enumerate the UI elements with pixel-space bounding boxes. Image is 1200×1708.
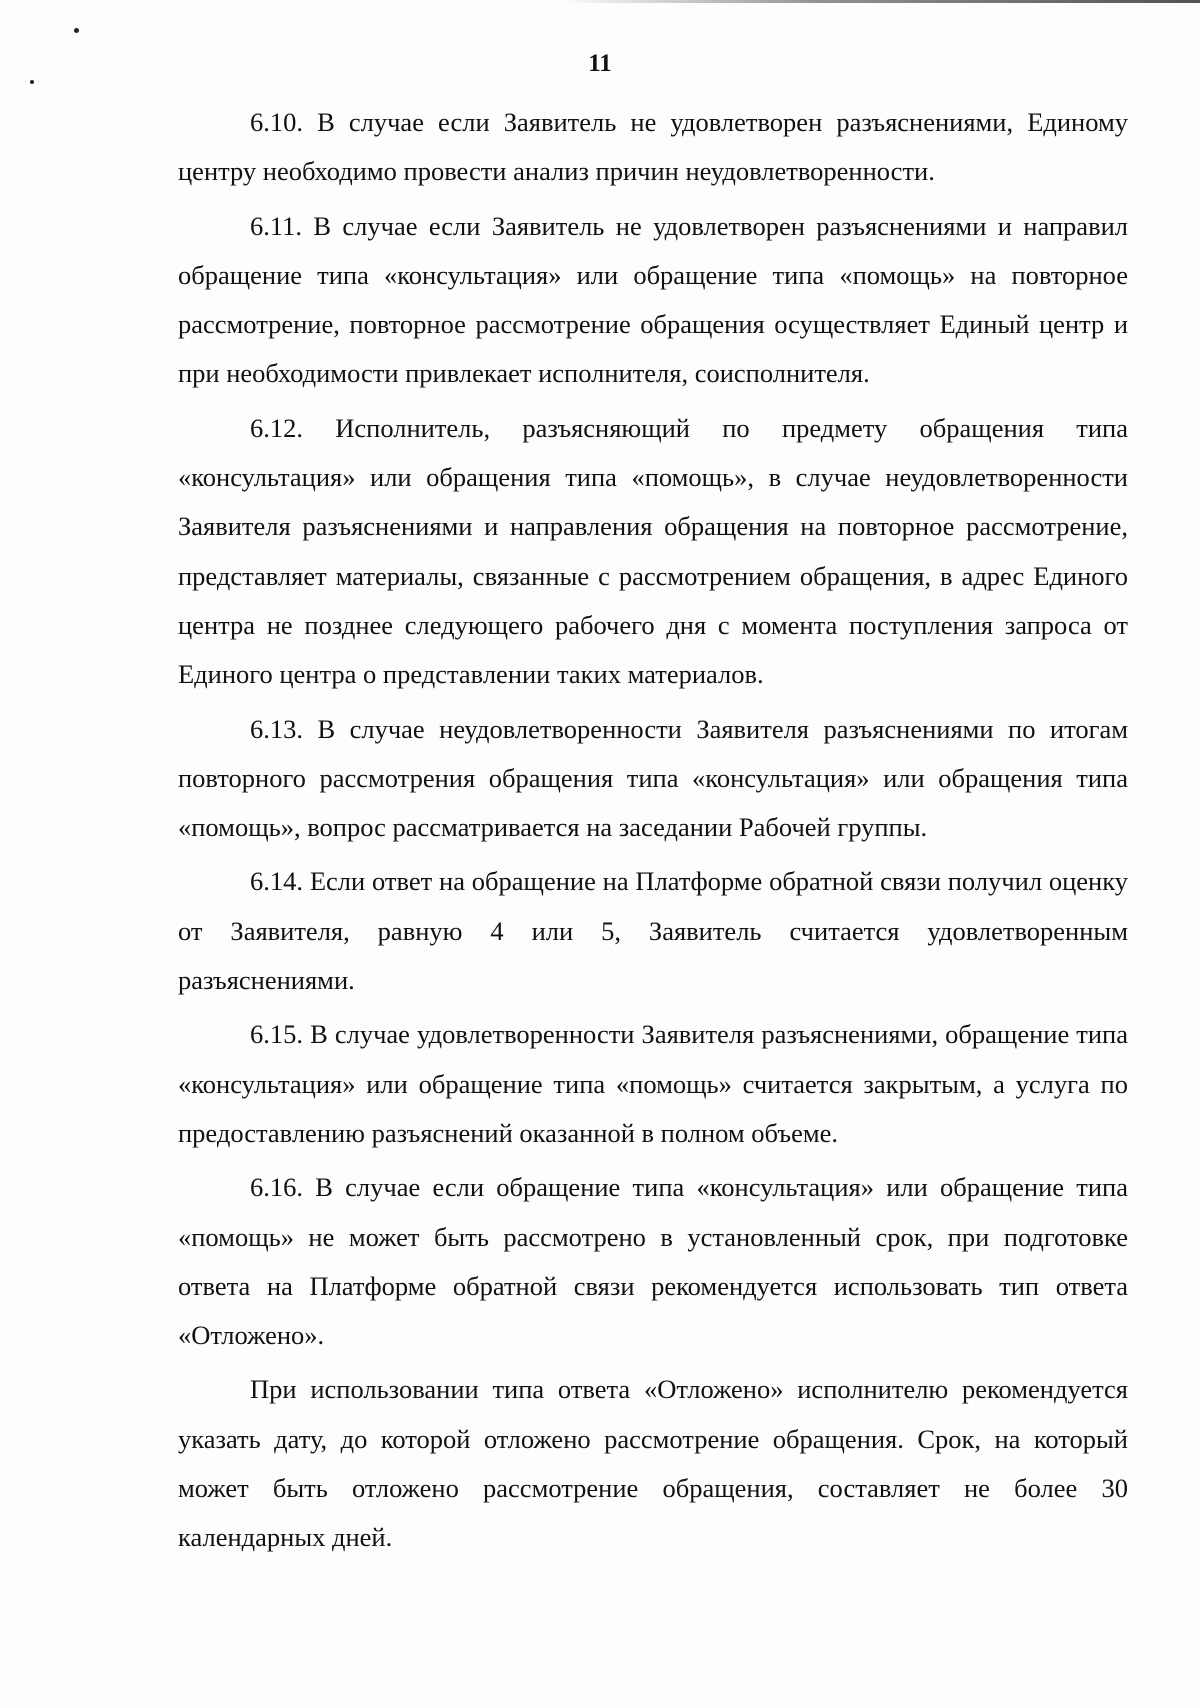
scan-edge-artifact — [560, 0, 1200, 3]
paragraph-postponed: При использовании типа ответа «Отложено» исполнителю рекомендуется указать дату, до которой отложено рассмотрение обращения. Срок, на который может быть отложено рассмотрение обращения, составляет не более 30 календарных дней. — [178, 1374, 1128, 1553]
paragraph-6-16: 6.16. В случае если обращение типа «консультация» или обращение типа «помощь» не может быть рассмотрено в установленный срок, при подготовке ответа на Платформе обратной связи рекомендуется использовать тип ответа «Отложено». — [178, 1172, 1128, 1351]
page-number: 11 — [588, 50, 612, 77]
paragraph-6-10: 6.10. В случае если Заявитель не удовлетворен разъяснениями, Единому центру необходимо провести анализ причин неудовлетворенности. — [178, 107, 1128, 187]
paragraph-6-12: 6.12. Исполнитель, разъясняющий по предмету обращения типа «консультация» или обращения типа «помощь», в случае неудовлетворенности Заявителя разъяснениями и направления обращения на повторное рассмотрение, представляет материалы, связанные с рассмотрением обращения, в адрес Единого центра не позднее следующего рабочего дня с момента поступления запроса от Единого центра о представлении таких материалов. — [178, 412, 1128, 690]
scan-speck — [74, 28, 79, 33]
paragraph-6-13: 6.13. В случае неудовлетворенности Заявителя разъяснениями по итогам повторного рассмотрения обращения типа «консультация» или обращения типа «помощь», вопрос рассматривается на заседании Рабочей группы. — [178, 713, 1128, 843]
paragraph-6-14: 6.14. Если ответ на обращение на Платформе обратной связи получил оценку от Заявителя, равную 4 или 5, Заявитель считается удовлетворенным разъяснениями. — [178, 866, 1128, 996]
document-body — [178, 98, 1128, 1563]
paragraph-6-11: 6.11. В случае если Заявитель не удовлетворен разъяснениями и направил обращение типа «консультация» или обращение типа «помощь» на повторное рассмотрение, повторное рассмотрение обращения осуществляет Единый центр и при необходимости привлекает исполнителя, соисполнителя. — [178, 210, 1128, 389]
scan-speck — [30, 80, 34, 84]
paragraph-6-15: 6.15. В случае удовлетворенности Заявителя разъяснениями, обращение типа «консультация» или обращение типа «помощь» считается закрытым, а услуга по предоставлению разъяснений оказанной в полном объеме. — [178, 1019, 1128, 1148]
